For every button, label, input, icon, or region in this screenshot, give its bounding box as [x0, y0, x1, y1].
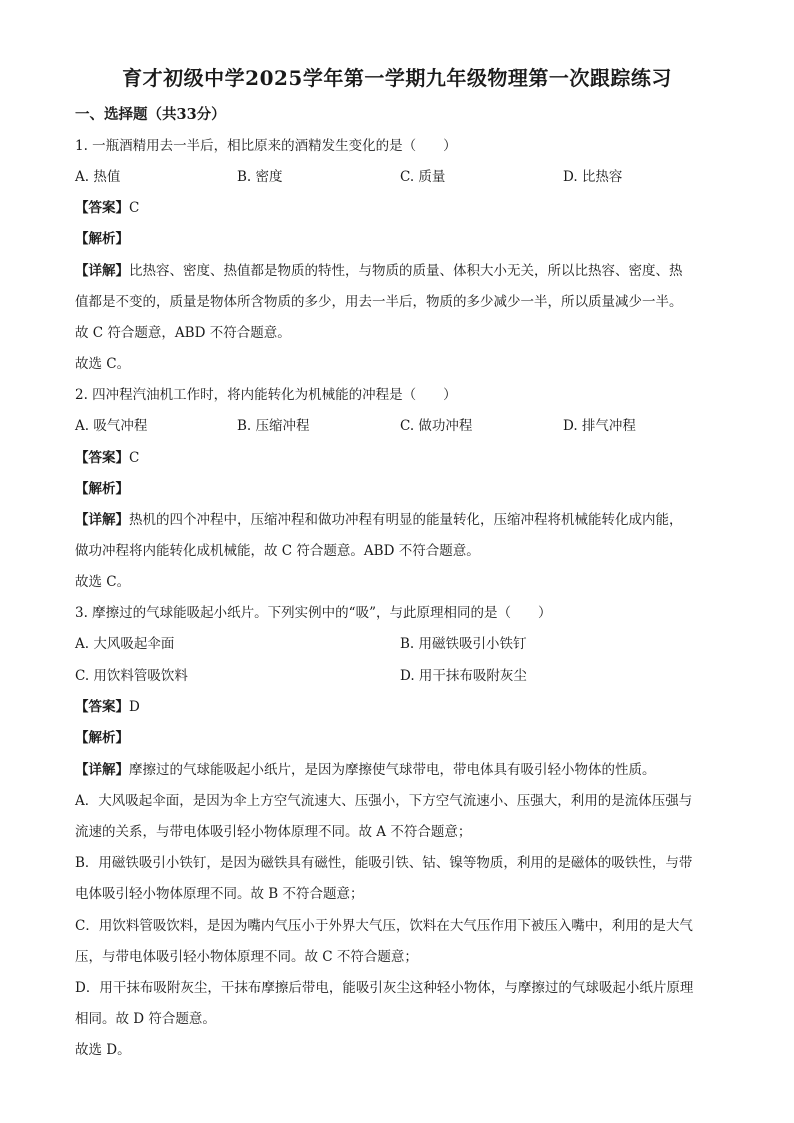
- q1-option-c: C. 质量: [400, 169, 446, 185]
- q1-detail-1: [75, 262, 683, 280]
- q3-option-c: C. 用饮料管吸饮料: [75, 668, 188, 684]
- detail-tag: 【详解】: [75, 762, 129, 778]
- question-1-stem: 1. 一瓶酒精用去一半后，相比原来的酒精发生变化的是（ ）: [75, 138, 457, 154]
- q1-detail-3: 故 C 符合题意，ABD 不符合题意。: [75, 325, 291, 341]
- q3-option-d: D. 用干抹布吸附灰尘: [400, 668, 527, 684]
- answer-tag: 【答案】: [75, 699, 129, 715]
- q2-answer: [75, 449, 139, 467]
- detail-text: 摩擦过的气球能吸起小纸片，是因为摩擦使气球带电，带电体具有吸引轻小物体的性质。: [129, 762, 656, 778]
- page-title: 育才初级中学2025学年第一学期九年级物理第一次跟踪练习: [122, 66, 672, 90]
- q3-option-a: A. 大风吸起伞面: [75, 636, 175, 652]
- q2-option-c: C. 做功冲程: [400, 418, 473, 434]
- q2-detail-2: 做功冲程将内能转化成机械能，故 C 符合题意。ABD 不符合题意。: [75, 543, 480, 559]
- q1-option-a: A. 热值: [75, 169, 121, 185]
- q2-option-b: B. 压缩冲程: [237, 418, 310, 434]
- q2-option-d: D. 排气冲程: [563, 418, 636, 434]
- q3-b-line-2: 电体吸引轻小物体原理不同。故 B 不符合题意；: [75, 886, 364, 902]
- detail-text: 比热容、密度、热值都是物质的特性，与物质的质量、体积大小无关，所以比热容、密度、热: [129, 263, 683, 279]
- q3-analysis-tag: 【解析】: [75, 730, 129, 746]
- q3-answer: [75, 698, 140, 716]
- answer-tag: 【答案】: [75, 200, 129, 216]
- q3-c-line-2: 压，与带电体吸引轻小物体原理不同。故 C 不符合题意；: [75, 949, 418, 965]
- q1-option-b: B. 密度: [237, 169, 283, 185]
- detail-tag: 【详解】: [75, 512, 129, 528]
- q3-d-line-2: 相同。故 D 符合题意。: [75, 1011, 216, 1027]
- detail-tag: 【详解】: [75, 263, 129, 279]
- q3-a-line-1: A．大风吸起伞面，是因为伞上方空气流速大、压强小，下方空气流速小、压强大，利用的是流体压强与: [75, 793, 693, 809]
- q3-c-line-1: C．用饮料管吸饮料，是因为嘴内气压小于外界大气压，饮料在大气压作用下被压入嘴中，利用的是大气: [75, 918, 693, 934]
- answer-value: D: [129, 699, 140, 715]
- answer-tag: 【答案】: [75, 450, 129, 466]
- q3-b-line-1: B．用磁铁吸引小铁钉，是因为磁铁具有磁性，能吸引铁、钴、镍等物质，利用的是磁体的吸铁性，与带: [75, 855, 693, 871]
- q2-detail-1: [75, 511, 683, 529]
- question-2-stem: 2. 四冲程汽油机工作时，将内能转化为机械能的冲程是（ ）: [75, 387, 457, 403]
- q3-a-line-2: 流速的关系，与带电体吸引轻小物体原理不同。故 A 不符合题意；: [75, 824, 472, 840]
- answer-value: C: [129, 450, 140, 466]
- q1-option-d: D. 比热容: [563, 169, 623, 185]
- section-heading: 一、选择题（共33分）: [75, 106, 226, 123]
- q2-option-a: A. 吸气冲程: [75, 418, 148, 434]
- q1-choose: 故选 C。: [75, 356, 131, 372]
- q2-analysis-tag: 【解析】: [75, 481, 129, 497]
- q1-answer: [75, 199, 139, 217]
- detail-text: 热机的四个冲程中，压缩冲程和做功冲程有明显的能量转化，压缩冲程将机械能转化成内能，: [129, 512, 683, 528]
- q1-analysis-tag: 【解析】: [75, 231, 129, 247]
- q2-choose: 故选 C。: [75, 574, 131, 590]
- answer-value: C: [129, 200, 140, 216]
- q3-detail-1: [75, 761, 656, 779]
- q3-d-line-1: D．用干抹布吸附灰尘，干抹布摩擦后带电，能吸引灰尘这种轻小物体，与摩擦过的气球吸起小纸片原理: [75, 980, 694, 996]
- question-3-stem: 3. 摩擦过的气球能吸起小纸片。下列实例中的“吸”，与此原理相同的是（ ）: [75, 605, 552, 621]
- q3-option-b: B. 用磁铁吸引小铁钉: [400, 636, 527, 652]
- q1-detail-2: 值都是不变的，质量是物体所含物质的多少，用去一半后，物质的多少减少一半，所以质量减少一半。: [75, 294, 683, 310]
- q3-choose: 故选 D。: [75, 1042, 131, 1058]
